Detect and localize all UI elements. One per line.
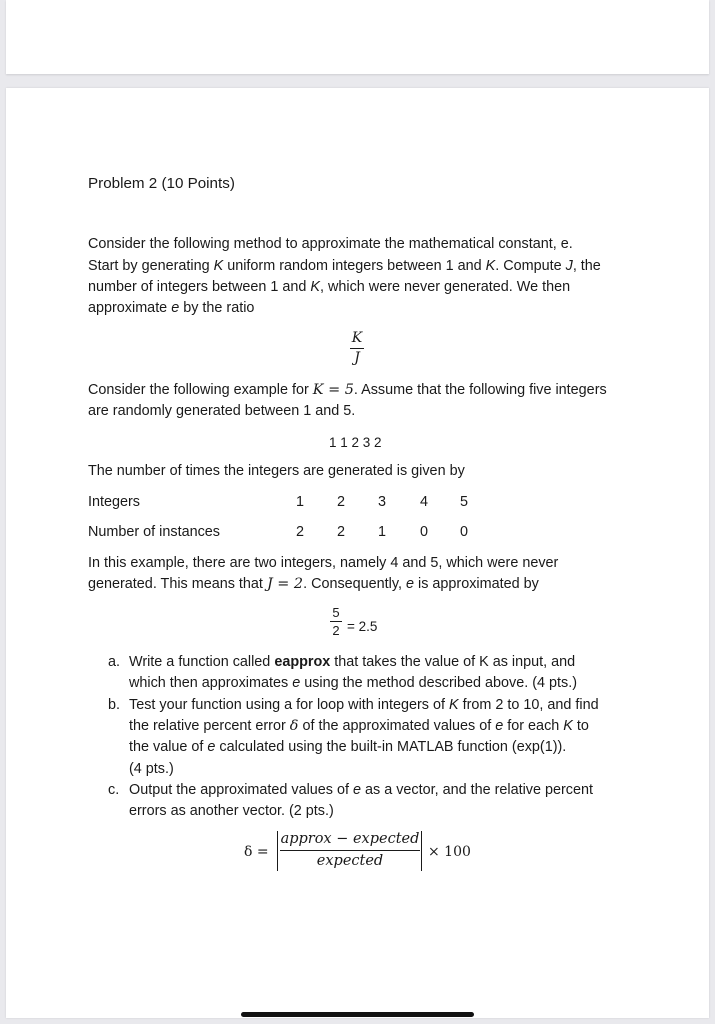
text-run: approximate — [88, 300, 172, 316]
example-line-1 — [88, 380, 607, 402]
table-cell: 1 — [296, 494, 305, 510]
text-run: is approximated by — [414, 576, 539, 592]
text-run: Write a function called — [129, 654, 275, 670]
error-numerator: approx − expected — [280, 831, 420, 847]
table-cell: 5 — [460, 494, 469, 510]
text-run: to — [572, 718, 589, 734]
text-run: of the approximated values of — [298, 718, 496, 734]
approx-result: = 2.5 — [347, 619, 378, 634]
intro-line-4 — [88, 298, 254, 320]
text-run: for each — [503, 718, 564, 734]
var-e: e — [171, 300, 180, 316]
var-e: e — [207, 739, 216, 755]
table-cell: 3 — [378, 494, 387, 510]
var-k: K — [310, 279, 321, 295]
table-row1-label: Integers — [88, 494, 140, 510]
previous-page — [6, 0, 709, 74]
text-run: Consider the following example for — [88, 382, 313, 398]
conclusion-line-1: In this example, there are two integers, namely 4 and 5, which were never — [88, 555, 559, 571]
text-run: using the method described above. (4 pts.) — [300, 675, 577, 691]
fraction-bar — [330, 621, 342, 622]
problem-title: Problem 2 (10 Points) — [88, 175, 235, 192]
ratio-fraction — [350, 330, 364, 367]
text-run: , the — [572, 258, 601, 274]
formula-lhs: δ = — [244, 844, 269, 860]
approx-numerator: 5 — [332, 605, 340, 620]
intro-line-3 — [88, 277, 570, 299]
math-j-equals-2: J = 2 — [266, 576, 304, 592]
error-fraction — [280, 830, 420, 871]
task-c-line-2: errors as another vector. (2 pts.) — [129, 803, 334, 819]
text-run: generated. This means that — [88, 576, 267, 592]
ratio-denominator: J — [354, 350, 360, 366]
error-denominator: expected — [316, 853, 384, 869]
task-a-line-2 — [129, 673, 577, 695]
table-row2-label: Number of instances — [88, 524, 220, 540]
text-run: . Compute — [495, 258, 566, 274]
formula-rhs: × 100 — [428, 844, 471, 860]
intro-line-2 — [88, 256, 601, 278]
var-e: e — [406, 576, 415, 592]
text-run: that takes the value of K as input, and — [330, 654, 576, 670]
var-k: K — [563, 718, 573, 734]
count-intro: The number of times the integers are generated is given by — [88, 463, 465, 479]
text-run: . Assume that the following five integers — [353, 382, 607, 398]
table-cell: 4 — [420, 494, 429, 510]
intro-line-1: Consider the following method to approximate the mathematical constant, e. — [88, 236, 573, 252]
var-e: e — [353, 782, 362, 798]
task-b-line-3 — [129, 737, 566, 759]
table-cell: 0 — [420, 524, 429, 540]
var-k: K — [448, 697, 459, 713]
var-e: e — [292, 675, 301, 691]
text-run: from 2 to 10, and find — [458, 697, 599, 713]
text-run: number of integers between 1 and — [88, 279, 311, 295]
text-run: the relative percent error — [129, 718, 290, 734]
task-a-letter: a. — [108, 654, 121, 670]
table-cell: 2 — [296, 524, 305, 540]
task-b-line-1 — [129, 695, 599, 717]
table-cell: 0 — [460, 524, 469, 540]
home-indicator[interactable] — [241, 1012, 474, 1017]
table-cell: 2 — [337, 524, 346, 540]
table-cell: 2 — [337, 494, 346, 510]
text-run: uniform random integers between 1 and — [223, 258, 486, 274]
task-c-line-1 — [129, 780, 593, 802]
var-k: K — [213, 258, 224, 274]
approx-denominator: 2 — [332, 623, 340, 638]
ratio-numerator: K — [351, 330, 363, 346]
var-e: e — [495, 718, 504, 734]
task-b-line-2 — [129, 716, 589, 738]
math-k-equals-5: K = 5 — [312, 382, 354, 398]
var-j: J — [565, 258, 573, 274]
var-k: K — [485, 258, 496, 274]
table-cell: 1 — [378, 524, 387, 540]
var-delta: δ — [289, 718, 299, 734]
text-run: which then approximates — [129, 675, 293, 691]
example-line-2: are randomly generated between 1 and 5. — [88, 403, 356, 419]
task-b-letter: b. — [108, 697, 121, 713]
approx-fraction — [330, 605, 342, 638]
generated-sequence: 1 1 2 3 2 — [329, 435, 382, 450]
text-run: Start by generating — [88, 258, 214, 274]
text-run: as a vector, and the relative percent — [361, 782, 594, 798]
task-a-line-1 — [129, 652, 575, 674]
task-c-letter: c. — [108, 782, 120, 798]
function-name: eapprox — [274, 654, 331, 670]
abs-bar-left — [277, 831, 278, 871]
abs-bar-right — [421, 831, 422, 871]
task-b-line-4: (4 pts.) — [129, 761, 174, 777]
text-run: by the ratio — [179, 300, 255, 316]
conclusion-line-2 — [88, 574, 539, 596]
text-run: Test your function using a for loop with integers of — [129, 697, 449, 713]
text-run: calculated using the built-in MATLAB function (exp(1)). — [215, 739, 567, 755]
text-run: , which were never generated. We then — [320, 279, 571, 295]
text-run: the value of — [129, 739, 208, 755]
text-run: Output the approximated values of — [129, 782, 353, 798]
fraction-bar — [350, 348, 364, 349]
text-run: . Consequently, — [303, 576, 407, 592]
fraction-bar — [280, 850, 420, 851]
